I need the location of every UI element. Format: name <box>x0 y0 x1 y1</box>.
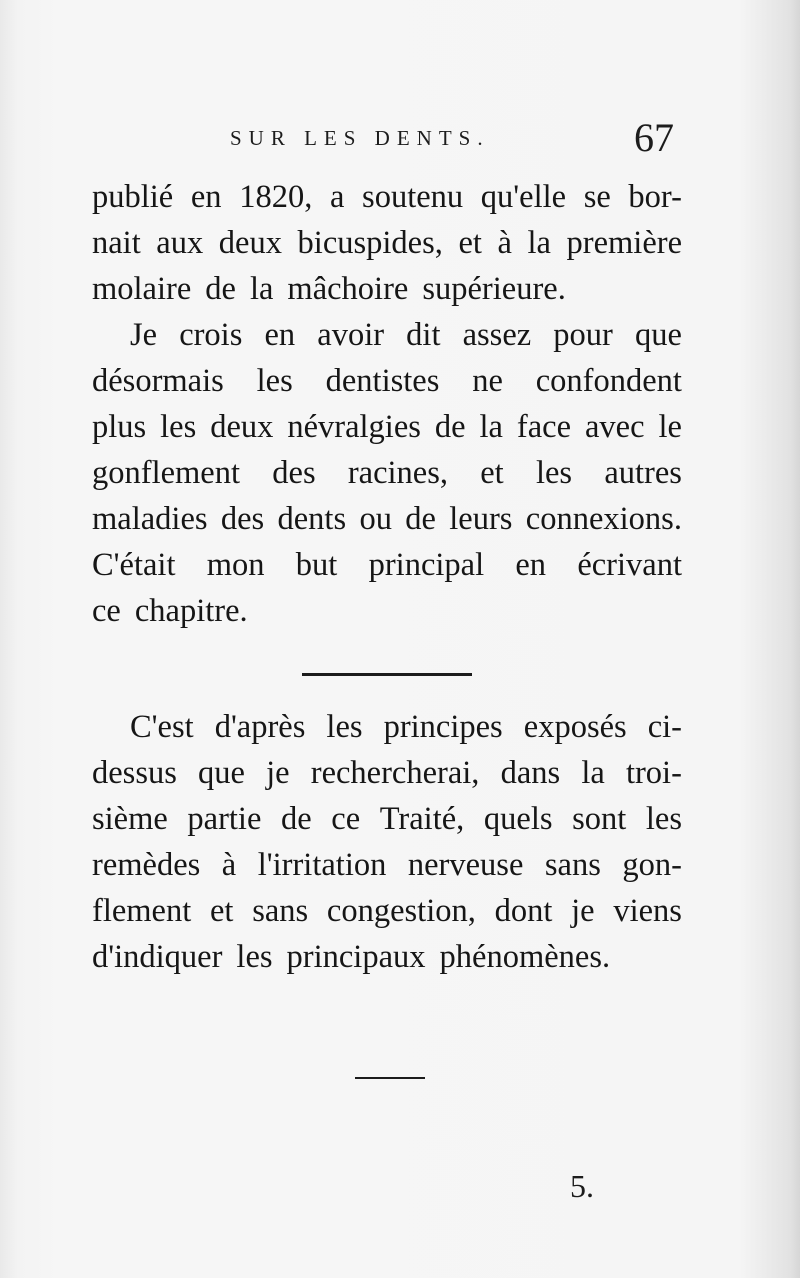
word: phénomènes. <box>439 939 611 975</box>
word: dit <box>406 317 441 353</box>
word: principaux <box>286 939 426 975</box>
word: le <box>658 409 682 445</box>
word: exposés <box>523 709 627 745</box>
word: dentistes <box>325 363 440 399</box>
word: dessus <box>92 755 177 791</box>
word: soutenu <box>362 179 464 215</box>
text-line <box>92 267 682 311</box>
word: les <box>236 939 273 975</box>
word: bor- <box>628 179 682 215</box>
word: C'était <box>92 547 176 583</box>
word: a <box>329 179 345 215</box>
word: et <box>480 455 504 491</box>
word: des <box>220 501 265 537</box>
word: bicuspides, <box>297 225 443 261</box>
word: que <box>634 317 682 353</box>
word: la <box>527 225 551 261</box>
word: à <box>497 225 512 261</box>
word: remèdes <box>92 847 201 883</box>
word: l'irritation <box>257 847 387 883</box>
word: sième <box>92 801 168 837</box>
word: troi- <box>625 755 682 791</box>
word: les <box>535 455 573 491</box>
text-line <box>92 751 682 795</box>
word: je <box>266 755 290 791</box>
word: avec <box>584 409 645 445</box>
word: but <box>295 547 338 583</box>
word: ci- <box>647 709 682 745</box>
text-line <box>130 705 682 749</box>
word: dans <box>500 755 561 791</box>
word: autres <box>604 455 682 491</box>
word: les <box>160 409 197 445</box>
text-line <box>92 889 682 933</box>
word: de <box>434 409 466 445</box>
word: ce <box>331 801 361 837</box>
word: C'est <box>130 709 194 745</box>
word: sont <box>572 801 627 837</box>
word: désormais <box>92 363 224 399</box>
signature-mark: 5. <box>570 1168 594 1204</box>
word: Traité, <box>379 801 465 837</box>
page-number: 67 <box>634 115 674 160</box>
word: face <box>516 409 572 445</box>
word: principes <box>383 709 503 745</box>
word: quels <box>483 801 553 837</box>
word: les <box>256 363 293 399</box>
word: Je <box>130 317 158 353</box>
word: avoir <box>317 317 385 353</box>
text-line <box>92 797 682 841</box>
word: viens <box>613 893 682 929</box>
word: première <box>566 225 682 261</box>
text-line <box>92 935 682 979</box>
word: crois <box>179 317 243 353</box>
word: congestion, <box>326 893 476 929</box>
word: sans <box>252 893 309 929</box>
word: en <box>515 547 547 583</box>
word: nerveuse <box>407 847 524 883</box>
word: chapitre. <box>134 593 248 629</box>
word: en <box>264 317 296 353</box>
word: deux <box>218 225 282 261</box>
word: supérieure. <box>422 271 566 307</box>
word: pour <box>553 317 613 353</box>
word: en <box>190 179 222 215</box>
word: principal <box>368 547 485 583</box>
word: les <box>326 709 363 745</box>
text-line <box>92 451 682 495</box>
word: névralgies <box>287 409 421 445</box>
word: publié <box>92 179 174 215</box>
word: et <box>458 225 482 261</box>
word: connexions. <box>525 501 682 537</box>
word: 1820, <box>239 179 313 215</box>
word: je <box>571 893 595 929</box>
word: que <box>198 755 245 791</box>
text-line <box>92 405 682 449</box>
text-line <box>130 313 682 357</box>
word: qu'elle <box>480 179 567 215</box>
word: deux <box>210 409 274 445</box>
text-line <box>92 589 682 633</box>
word: racines, <box>347 455 448 491</box>
word: molaire <box>92 271 192 307</box>
word: assez <box>462 317 532 353</box>
word: et <box>210 893 234 929</box>
word: sans <box>544 847 601 883</box>
word: de <box>205 271 236 307</box>
word: flement <box>92 893 192 929</box>
word: plus <box>92 409 147 445</box>
word: ce <box>92 593 121 629</box>
word: d'indiquer <box>92 939 223 975</box>
word: de <box>405 501 436 537</box>
word: dents <box>277 501 347 537</box>
text-line <box>92 221 682 265</box>
word: gon- <box>622 847 682 883</box>
word: la <box>581 755 605 791</box>
word: leurs <box>449 501 513 537</box>
text-line <box>92 175 682 219</box>
word: la <box>249 271 274 307</box>
word: à <box>221 847 237 883</box>
word: aux <box>156 225 204 261</box>
word: ou <box>359 501 392 537</box>
word: gonflement <box>92 455 241 491</box>
running-head: SUR LES DENTS. <box>230 126 490 150</box>
word: écrivant <box>577 547 682 583</box>
word: maladies <box>92 501 208 537</box>
word: dont <box>494 893 553 929</box>
word: se <box>583 179 611 215</box>
word: de <box>280 801 312 837</box>
word: mâchoire <box>287 271 409 307</box>
word: nait <box>92 225 141 261</box>
text-line <box>92 359 682 403</box>
word: rechercherai, <box>310 755 480 791</box>
word: confondent <box>535 363 682 399</box>
word: la <box>479 409 503 445</box>
text-line <box>92 543 682 587</box>
section-divider-rule <box>302 673 472 676</box>
word: partie <box>187 801 262 837</box>
text-line <box>92 497 682 541</box>
word: ne <box>472 363 503 399</box>
word: des <box>272 455 316 491</box>
word: les <box>645 801 682 837</box>
text-line <box>92 843 682 887</box>
end-rule <box>355 1077 425 1079</box>
word: d'après <box>214 709 306 745</box>
word: mon <box>206 547 265 583</box>
